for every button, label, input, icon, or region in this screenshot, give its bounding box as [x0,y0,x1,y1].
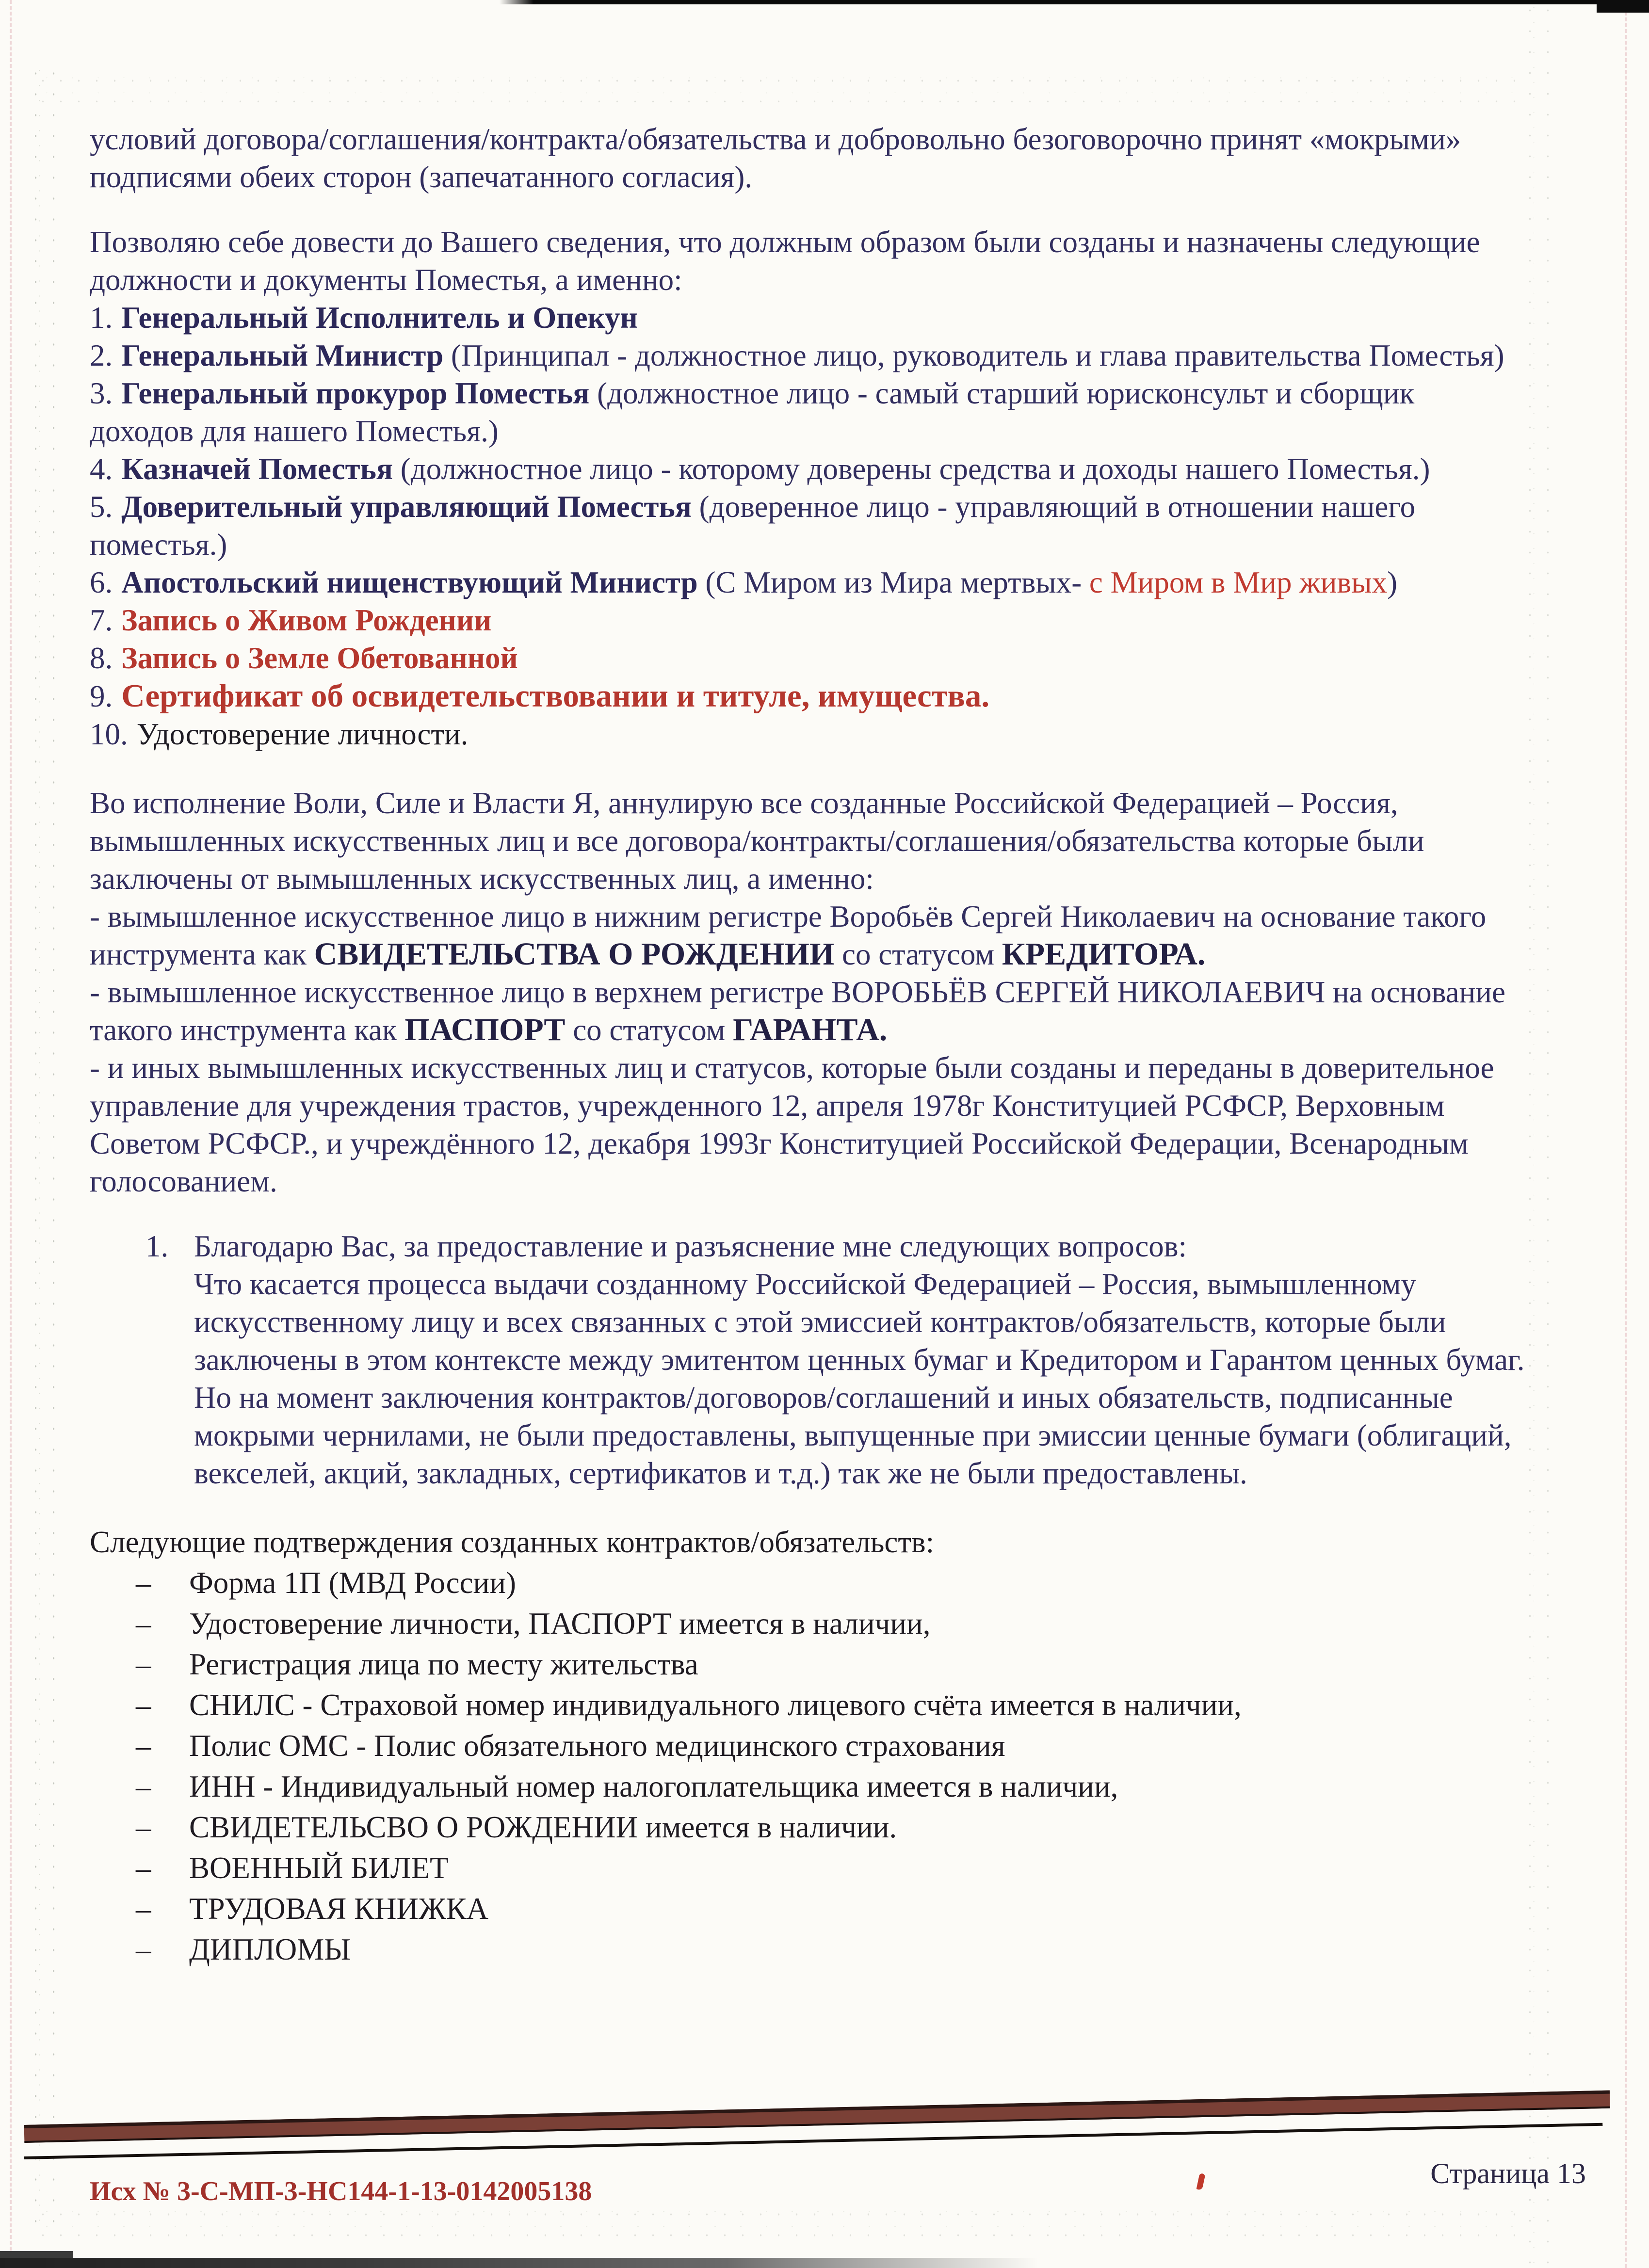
annulment-bullet-2 [90,973,1525,1049]
gratitude-body: Что касается процесса выдачи созданному Российской Федерацией – Россия, вымышленному искусственному лицу и всех связанных с этой эмиссией контрактов/обязательств, которые были заключены в этом контексте между эмитентом ценных бумаг и Кредитором и Гарантом ценных бумаг. Но на момент заключения контрактов/договоров/соглашений и иных обязательств, подписанные мокрыми чернилами, не были предоставлены, выпущенные при эмиссии ценные бумаги (облигаций, векселей, акций, закладных, сертификатов и т.д.) так же не были предоставлены. [194,1267,1525,1490]
scan-black-corner-top-right [1597,0,1649,13]
item-number: 1. [90,301,113,335]
scan-dark-bar-bottom [0,2258,1038,2268]
item-title-red: Запись о Живом Рождении [121,603,492,637]
item-text: (должностное лицо - самый старший юрисконсульт и сборщик доходов для нашего Поместья.) [90,376,1415,448]
item-number: 4. [90,452,113,486]
dash-bullet: – [136,1647,151,1681]
list-item [90,450,1525,488]
list-item [136,1727,1525,1765]
status-name: КРЕДИТОРА. [1002,936,1206,972]
list-item [136,1686,1525,1724]
footer-page-number: Страница 13 [1430,2157,1586,2189]
item-title: Казначей Поместья [121,452,393,486]
paragraph-announcement: Позволяю себе довести до Вашего сведения, что должным образом были созданы и назначены следующие должности и документы Поместья, а именно: [90,225,1480,297]
item-title: Генеральный Министр [121,338,444,372]
item-text: (Принципал - должностное лицо, руководитель и глава правительства Поместья) [443,338,1504,372]
item-number: 5. [90,490,113,524]
list-item [90,601,1525,639]
scan-noise-top-band [34,70,1528,102]
item-number: 10. [90,717,128,751]
dash-bullet: – [136,1851,151,1885]
list-item [90,639,1525,677]
scan-black-strip-top [500,0,1649,4]
item-text: (должностное лицо - которому доверены средства и доходы нашего Поместья.) [393,452,1430,486]
list-item [136,1808,1525,1846]
item-text: ) [1387,565,1398,599]
list-item [90,563,1525,601]
dash-bullet: – [136,1566,151,1600]
item-text: Удостоверение личности, ПАСПОРТ имеется в наличии, [189,1607,931,1641]
list-item [136,1890,1525,1928]
list-item [90,299,1525,337]
list-item [90,337,1525,374]
item-title-red: Запись о Земле Обетованной [121,641,518,675]
item-number: 7. [90,603,113,637]
list-item [90,677,1525,715]
gratitude-item [146,1227,1525,1492]
list-item [136,1564,1525,1602]
item-title: Генеральный Исполнитель и Опекун [121,301,638,335]
item-number: 1. [146,1229,169,1263]
list-item [90,374,1525,450]
item-text-red: с Миром в Мир живых [1089,565,1388,599]
item-number: 3. [90,376,113,410]
list-item [136,1645,1525,1683]
dash-bullet: – [136,1769,151,1803]
bullet-text: со статусом [834,937,1002,971]
annulment-bullet-1 [90,898,1525,973]
item-number: 8. [90,641,113,675]
dash-bullet: – [136,1607,151,1641]
item-text: ДИПЛОМЫ [189,1932,351,1966]
status-name: ГАРАНТА. [733,1012,888,1047]
scan-edge-right [1625,0,1627,2268]
item-text: Форма 1П (МВД России) [189,1566,516,1600]
item-text: Регистрация лица по месту жительства [189,1647,698,1681]
item-text: ВОЕННЫЙ БИЛЕТ [189,1851,449,1885]
item-number: 6. [90,565,113,599]
confirmations-heading: Следующие подтверждения созданных контрактов/обязательств: [90,1525,935,1559]
item-text: ИНН - Индивидуальный номер налогоплательщика имеется в наличии, [189,1769,1118,1803]
annulment-bullet-3: - и иных вымышленных искусственных лиц и статусов, которые были созданы и переданы в доверительное управление для учреждения трастов, учрежденного 12, апреля 1978г Конституцией РСФСР, Верховным Советом РСФСР., и учреждённого 12, декабря 1993г Конституцией Российской Федерации, Всенародным голосованием. [90,1051,1494,1198]
list-item [136,1930,1525,1968]
red-ink-mark [1196,2173,1206,2190]
scan-noise-bottom-band [34,2204,1528,2238]
list-item [90,715,1525,753]
dash-bullet: – [136,1729,151,1763]
item-title: Доверительный управляющий Поместья [121,490,692,524]
dash-bullet: – [136,1892,151,1926]
bullet-text: - вымышленное искусственное лицо в нижним регистре [90,900,830,933]
bullet-text: на основание такого инструмента как [90,975,1505,1047]
instrument-name: ПАСПОРТ [404,1012,566,1047]
bullet-text: на основание такого инструмента как [90,900,1487,971]
person-name: ВОРОБЬЁВ СЕРГЕЙ НИКОЛАЕВИЧ [831,975,1326,1009]
dash-bullet: – [136,1810,151,1844]
footer-reference-number: Исх № 3-С-МП-3-НС144-1-13-0142005138 [90,2176,592,2206]
bullet-text: - вымышленное искусственное лицо в верхнем регистре [90,975,832,1009]
item-title-red: Сертификат об освидетельствовании и титуле, имущества. [121,678,990,714]
item-text: Полис ОМС - Полис обязательного медицинского страхования [189,1729,1005,1763]
gratitude-lead: Благодарю Вас, за предоставление и разъяснение мне следующих вопросов: [194,1229,1187,1263]
item-text: СНИЛС - Страховой номер индивидуального лицевого счёта имеется в наличии, [189,1688,1242,1722]
item-text: ТРУДОВАЯ КНИЖКА [189,1892,488,1926]
list-item [136,1768,1525,1805]
item-text: (С Миром из Мира мертвых- [697,565,1089,599]
scan-edge-left [10,0,12,2268]
bullet-text: со статусом [565,1013,733,1047]
list-item [136,1849,1525,1887]
item-number: 9. [90,679,113,713]
item-text: (доверенное лицо - управляющий в отношении нашего поместья.) [90,490,1416,562]
scan-noise-right-band [1521,0,1551,2268]
item-number: 2. [90,338,113,372]
item-text: СВИДЕТЕЛЬСВО О РОЖДЕНИИ имеется в наличии. [189,1810,897,1844]
paragraph-terms: условий договора/соглашения/контракта/обязательства и добровольно безоговорочно принят «мокрыми» подписями обеих сторон (запечатанного согласия). [90,122,1461,194]
item-title: Генеральный прокурор Поместья [121,376,590,410]
dash-bullet: – [136,1688,151,1722]
instrument-name: СВИДЕТЕЛЬСТВА О РОЖДЕНИИ [314,936,835,972]
dash-bullet: – [136,1932,151,1966]
document-body [90,120,1525,1968]
confirmations-list [90,1564,1525,1968]
appointments-list [90,299,1525,753]
person-name: Воробьёв Сергей Николаевич [829,900,1215,933]
paragraph-annulment: Во исполнение Воли, Силе и Власти Я, аннулирую все созданные Российской Федерацией – Россия, вымышленных искусственных лиц и все договора/контракты/соглашения/обязательства которые были заключены от вымышленных искусственных лиц, а именно: [90,786,1424,896]
list-item [90,488,1525,563]
list-item [136,1605,1525,1642]
scan-noise-left-band [27,63,59,2226]
item-text: Удостоверение личности. [136,717,469,751]
item-title: Апостольский нищенствующий Министр [121,565,698,599]
separator-rule-maroon [24,2091,1610,2143]
